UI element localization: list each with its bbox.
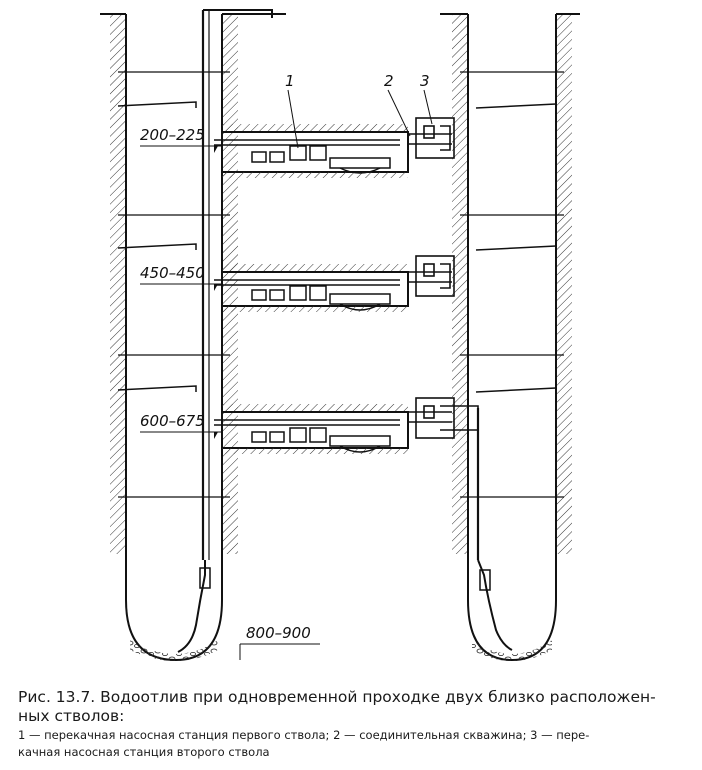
first-shaft-right-wall bbox=[222, 14, 238, 554]
depth-label-2: 450–450 bbox=[140, 264, 205, 282]
depth-label-3: 600–675 bbox=[140, 412, 205, 430]
depth-marker-2 bbox=[140, 264, 222, 291]
caption-legend-line-1: 1 — перекачная насосная станция первого ствола; 2 — соединительная скважина; 3 — пере- bbox=[18, 728, 590, 742]
first-shaft bbox=[100, 10, 286, 661]
depth-marker-4 bbox=[240, 624, 320, 660]
depth-marker-3 bbox=[140, 412, 222, 439]
callout-label-1: 1 bbox=[285, 72, 295, 90]
first-shaft-left-wall bbox=[110, 14, 126, 554]
callout-1 bbox=[285, 72, 298, 148]
depth-label-1: 200–225 bbox=[140, 126, 205, 144]
caption-title-continued: ных стволов: bbox=[18, 707, 125, 725]
second-shaft-right-wall bbox=[556, 14, 572, 554]
caption-legend-line-2: качная насосная станция второго ствола bbox=[18, 745, 270, 759]
pump-level-1 bbox=[214, 118, 454, 178]
depth-label-4: 800–900 bbox=[246, 624, 311, 642]
pump-level-2 bbox=[214, 256, 454, 312]
callout-3 bbox=[420, 72, 432, 124]
callout-label-2: 2 bbox=[384, 72, 394, 90]
second-shaft bbox=[440, 14, 580, 661]
callout-label-3: 3 bbox=[420, 72, 430, 90]
caption-title: Рис. 13.7. Водоотлив при одновременной проходке двух близко расположен- bbox=[18, 688, 656, 706]
figure-caption bbox=[18, 688, 686, 760]
pump-level-3 bbox=[214, 398, 478, 454]
depth-marker-1 bbox=[140, 126, 222, 153]
